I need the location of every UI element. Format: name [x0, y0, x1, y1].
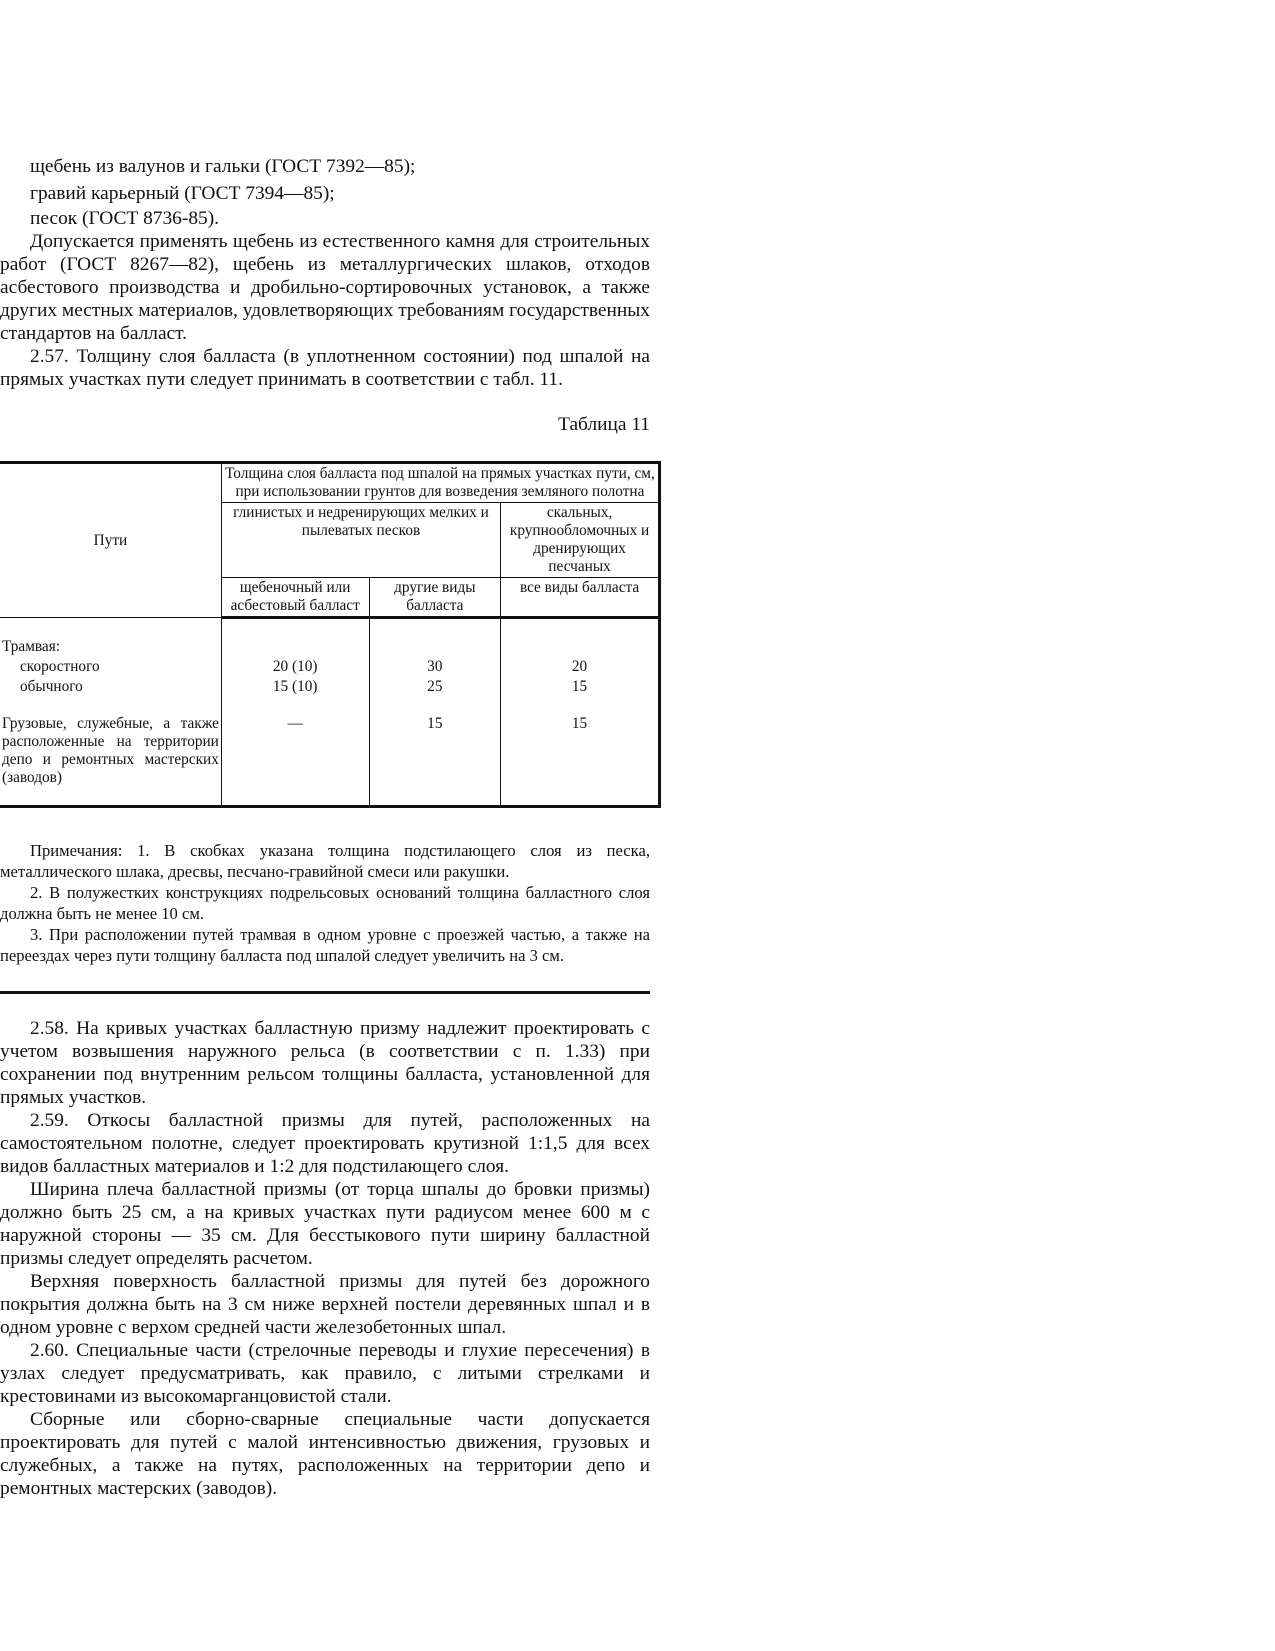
- list-item: песок (ГОСТ 8736-85).: [30, 208, 220, 229]
- table-cell: 15: [369, 697, 501, 807]
- table-cell: 30: [369, 657, 501, 677]
- table-row: [0, 657, 660, 677]
- row-label: скоростного: [0, 657, 221, 677]
- header-ballast-crushed: щебеночный или асбестовый балласт: [221, 578, 369, 618]
- table-cell: 15: [501, 677, 660, 697]
- table-cell: 25: [369, 677, 501, 697]
- table-row: [0, 677, 660, 697]
- row-label: обычного: [0, 677, 221, 697]
- paragraph: 2.57. Толщину слоя балласта (в уплотненном состоянии) под шпалой на прямых участках пути следует принимать в соответствии с табл. 11.: [0, 346, 650, 390]
- empty-cell: [369, 618, 501, 658]
- table-cell: 15 (10): [221, 677, 369, 697]
- header-soil-clay: глинистых и недренирующих мелких и пылеватых песков: [221, 503, 500, 578]
- note: 3. При расположении путей трамвая в одном уровне с проезжей частью, а также на переездах через пути толщину балласта под шпалой следует увеличить на 3 см.: [0, 925, 650, 965]
- intro-section: [0, 153, 650, 391]
- paragraph: Верхняя поверхность балластной призмы для путей без дорожного покрытия должна быть на 3 см ниже верхней постели деревянных шпал и в одном уровне с верхом средней части железобетонных шпал.: [0, 1271, 650, 1338]
- paragraph: 2.59. Откосы балластной призмы для путей, расположенных на самостоятельном полотне, следует проектировать крутизной 1:1,5 для всех видов балластных материалов и 1:2 для подстилающего слоя.: [0, 1110, 650, 1177]
- table-cell: 15: [501, 697, 660, 807]
- note: Примечания: 1. В скобках указана толщина подстилающего слоя из песка, металлического шлака, дресвы, песчано-гравийной смеси или ракушки.: [0, 841, 650, 881]
- list-item: щебень из валунов и гальки (ГОСТ 7392—85);: [30, 156, 416, 177]
- ballast-thickness-table: [0, 461, 661, 808]
- paragraph: Ширина плеча балластной призмы (от торца шпалы до бровки призмы) должно быть 25 см, а на кривых участках пути радиусом менее 600 м с наружной стороны — 35 см. Для бесстыкового пути ширину балластной призмы следует определять расчетом.: [0, 1179, 650, 1269]
- paragraph: Допускается применять щебень из естественного камня для строительных работ (ГОСТ 8267—82), щебень из металлургических шлаков, отходов асбестового производства и дробильно-сортировочных установок, а также других местных материалов, удовлетворяющих требованиям государственных стандартов на балласт.: [0, 231, 650, 344]
- row-label: Грузовые, служебные, а также расположенные на территории депо и ремонтных мастерских (заводов): [0, 697, 221, 807]
- header-ballast-all: все виды балласта: [501, 578, 660, 618]
- body-section: [0, 1017, 650, 1500]
- list-item: гравий карьерный (ГОСТ 7394—85);: [30, 183, 335, 204]
- header-soil-rock: скальных, крупнообломочных и дренирующих песчаных: [501, 503, 660, 578]
- table-row: [0, 697, 660, 807]
- table-cell: 20: [501, 657, 660, 677]
- header-group: Толщина слоя балласта под шпалой на прямых участках пути, см, при использовании грунтов для возведения земляного полотна: [221, 463, 659, 503]
- paragraph: Сборные или сборно-сварные специальные части допускается проектировать для путей с малой интенсивностью движения, грузовых и служебных, а также на путях, расположенных на территории депо и ремонтных мастерских (заводов).: [0, 1409, 650, 1499]
- table-notes: [0, 840, 650, 966]
- empty-cell: [501, 618, 660, 658]
- row-label: Трамвая:: [0, 618, 221, 658]
- table-row: [0, 618, 660, 658]
- table-cell: —: [221, 697, 369, 807]
- table-caption: Таблица 11: [558, 414, 650, 435]
- empty-cell: [221, 618, 369, 658]
- table-cell: 20 (10): [221, 657, 369, 677]
- note: 2. В полужестких конструкциях подрельсовых оснований толщина балластного слоя должна быть не менее 10 см.: [0, 883, 650, 923]
- header-tracks: Пути: [0, 463, 221, 618]
- header-ballast-other: другие виды балласта: [369, 578, 501, 618]
- paragraph: 2.60. Специальные части (стрелочные переводы и глухие пересечения) в узлах следует предусматривать, как правило, с литыми стрелками и крестовинами из высокомарганцовистой стали.: [0, 1340, 650, 1407]
- paragraph: 2.58. На кривых участках балластную призму надлежит проектировать с учетом возвышения наружного рельса (в соответствии с п. 1.33) при сохранении под внутренним рельсом толщины балласта, установленной для прямых участков.: [0, 1018, 650, 1108]
- divider: [0, 991, 650, 994]
